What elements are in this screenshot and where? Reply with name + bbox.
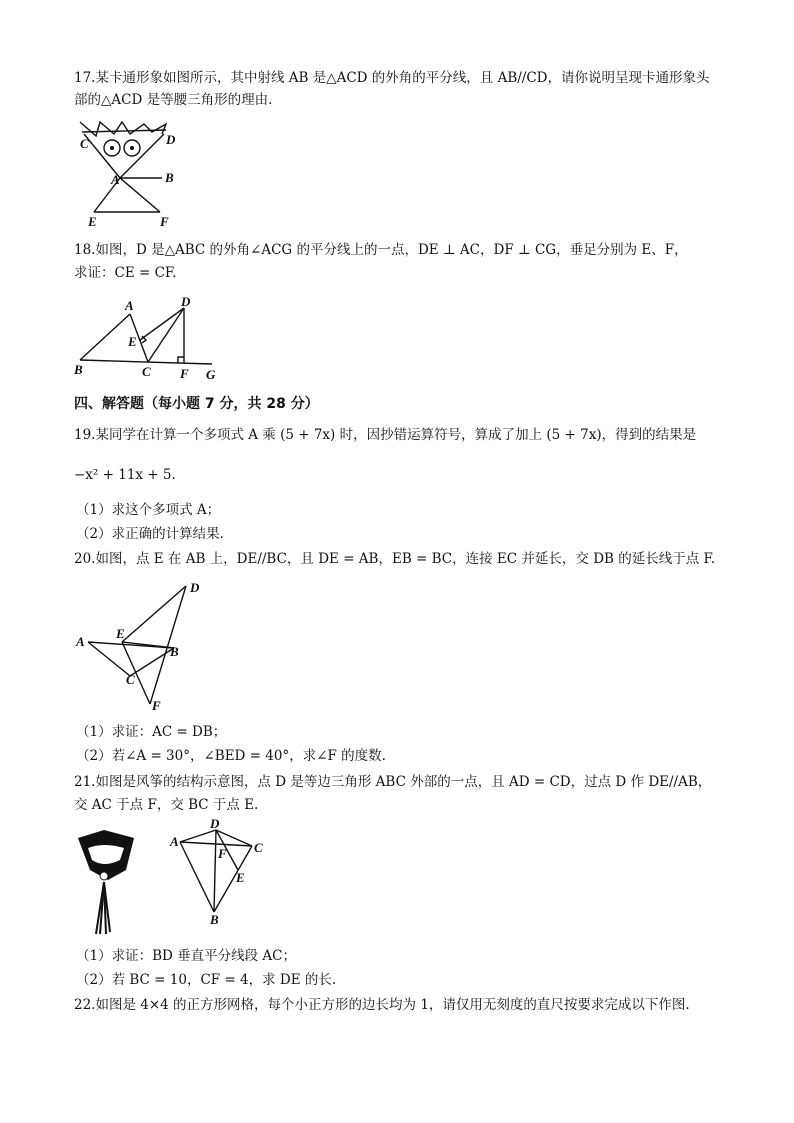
q20-label-F: F	[152, 698, 161, 713]
q18-label-F: F	[180, 366, 189, 381]
q19-part1: （1）求这个多项式 A；	[76, 502, 221, 518]
q18-label-C: C	[142, 364, 151, 379]
q21-label-F: F	[218, 846, 227, 861]
q17-text-line2: 部的△ACD 是等腰三角形的理由.	[74, 92, 273, 108]
q20-part1: （1）求证：AC = DB；	[76, 724, 227, 740]
q19-text-line2: −x² + 11x + 5.	[74, 467, 176, 483]
q20-label-B: B	[170, 644, 179, 659]
q21-label-E: E	[236, 870, 245, 885]
q17-label-E: E	[88, 214, 97, 229]
q20-label-D: D	[190, 580, 200, 595]
q17-label-D: D	[166, 132, 176, 147]
q21-label-A: A	[170, 834, 179, 849]
q20-label-A: A	[76, 634, 85, 649]
q17-label-B: B	[165, 170, 174, 185]
q22-text-line1: 22.如图是 4×4 的正方形网格，每个小正方形的边长均为 1，请仅用无刻度的直尺按要求完成以下作图.	[74, 997, 690, 1013]
q20-triangle-figure	[70, 576, 210, 714]
q18-triangle-figure	[70, 292, 230, 384]
q21-label-C: C	[254, 840, 263, 855]
q18-label-D: D	[181, 294, 191, 309]
q17-cartoon-figure	[70, 112, 190, 232]
q21-part1: （1）求证：BD 垂直平分线段 AC；	[76, 948, 296, 964]
q17-label-A: A	[111, 172, 120, 187]
q21-kite-photo	[74, 826, 144, 938]
q21-label-B: B	[210, 912, 219, 927]
q18-label-A: A	[125, 298, 134, 313]
q18-text-line1: 18.如图，D 是△ABC 的外角∠ACG 的平分线上的一点，DE ⊥ AC，DF ⊥ CG，垂足分别为 E、F，	[74, 242, 688, 258]
q18-label-B: B	[74, 362, 83, 377]
q17-label-C: C	[80, 136, 89, 151]
q21-text-line1: 21.如图是风筝的结构示意图，点 D 是等边三角形 ABC 外部的一点，且 AD = CD，过点 D 作 DE//AB，	[74, 774, 712, 790]
section-4-heading: 四、解答题（每小题 7 分，共 28 分）	[74, 396, 319, 412]
q19-part2: （2）求正确的计算结果.	[76, 526, 224, 542]
q17-text-line1: 17.某卡通形象如图所示，其中射线 AB 是△ACD 的外角的平分线，且 AB//CD，请你说明呈现卡通形象头	[74, 70, 710, 86]
q18-text-line2: 求证：CE = CF.	[74, 265, 177, 281]
q17-label-F: F	[160, 214, 169, 229]
q19-text-line1: 19.某同学在计算一个多项式 A 乘 (5 + 7x) 时，因抄错运算符号，算成了加上 (5 + 7x)，得到的结果是	[74, 427, 697, 443]
q21-part2: （2）若 BC = 10，CF = 4，求 DE 的长.	[76, 972, 337, 988]
q21-kite-diagram	[166, 818, 276, 928]
q18-label-G: G	[206, 367, 216, 382]
q20-label-E: E	[116, 626, 125, 641]
q18-label-E: E	[128, 334, 137, 349]
q20-part2: （2）若∠A = 30°，∠BED = 40°，求∠F 的度数.	[76, 748, 386, 764]
q21-label-D: D	[210, 818, 220, 831]
q20-label-C: C	[126, 672, 135, 687]
q20-text-line1: 20.如图，点 E 在 AB 上，DE//BC，且 DE = AB，EB = BC，连接 EC 并延长，交 DB 的延长线于点 F.	[74, 551, 716, 567]
q21-text-line2: 交 AC 于点 F，交 BC 于点 E.	[74, 797, 259, 813]
